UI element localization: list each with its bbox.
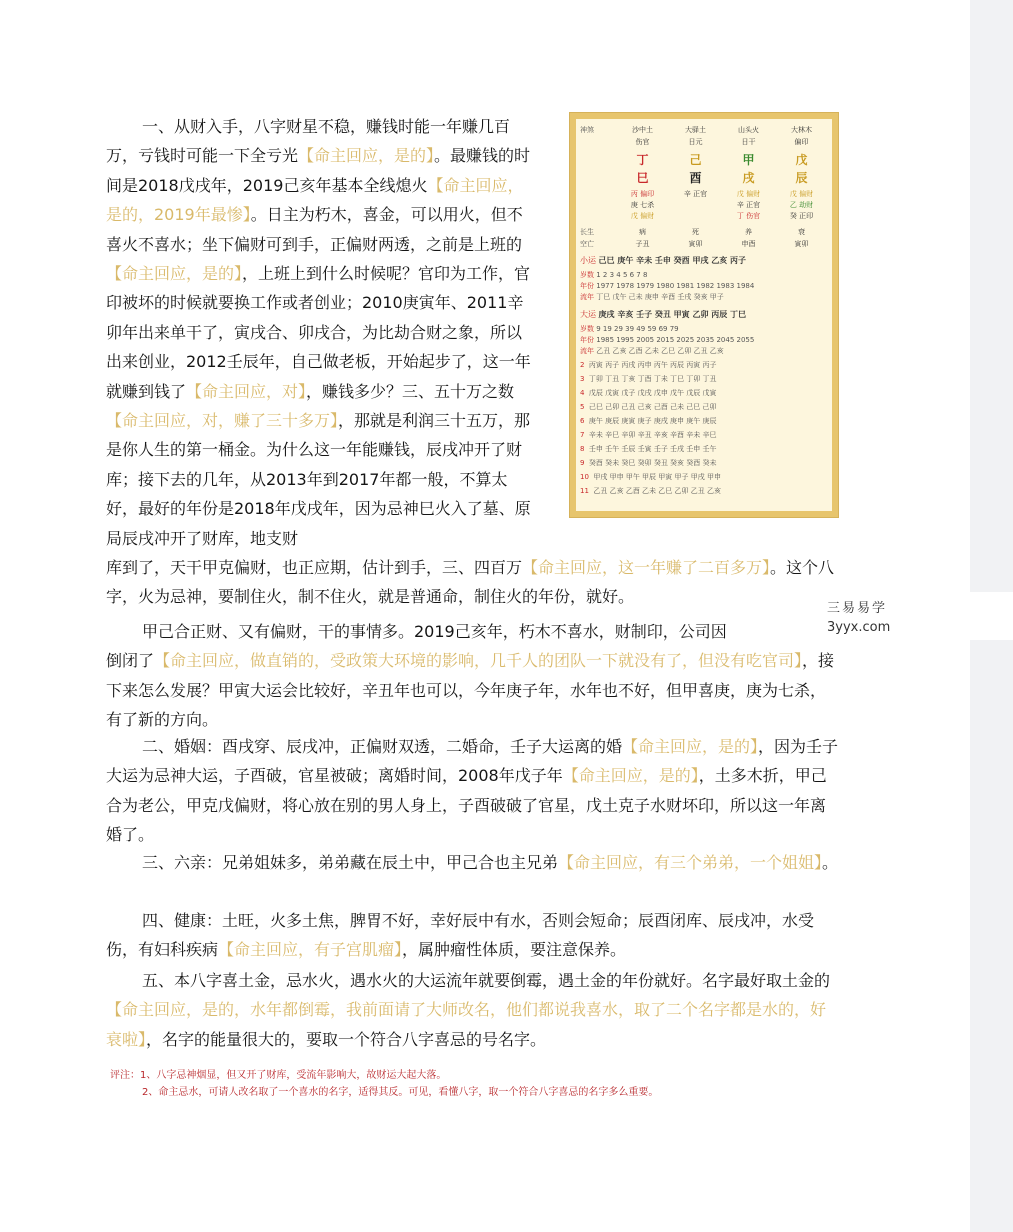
chart-ages-values: 1 2 3 4 5 6 7 8 xyxy=(596,271,648,279)
chart-hidden-cell: 戊 偏财 xyxy=(736,190,761,198)
chart-hidden-cell: 辛 正官 xyxy=(736,201,761,209)
chart-liunian-row xyxy=(580,416,828,426)
chart-stem: 甲 xyxy=(742,153,755,167)
chart-dayun-values: 庚戌 辛亥 壬子 癸丑 甲寅 乙卯 丙辰 丁巳 xyxy=(598,310,747,319)
client-reply: 【命主回应，对，赚了三十多万】 xyxy=(106,411,339,431)
chart-growth-cell: 养 xyxy=(745,228,752,236)
chart-dy-years-values: 1985 1995 2005 2015 2025 2035 2045 2055 xyxy=(596,336,755,344)
chart-kong-row xyxy=(580,239,828,249)
client-reply: 【命主回应，是的】 xyxy=(622,737,759,756)
paragraph-wealth xyxy=(106,112,536,553)
chart-liunian-line xyxy=(580,292,828,302)
chart-growth-cell: 病 xyxy=(639,228,646,236)
chart-row-num: 6 xyxy=(580,417,585,425)
chart-stem: 丁 xyxy=(636,153,649,167)
chart-branch: 巳 xyxy=(636,171,649,185)
chart-stem: 戊 xyxy=(795,153,808,167)
text: 一、从财入手，八字财星不稳，赚钱时能一年赚几百万，亏钱时可能一下全亏光 xyxy=(106,117,511,166)
chart-row-values: 甲戌 甲申 甲午 甲辰 甲寅 甲子 甲戌 甲申 xyxy=(593,473,721,481)
chart-row-values: 丁卯 丁丑 丁亥 丁酉 丁未 丁巳 丁卯 丁丑 xyxy=(588,375,717,383)
chart-xiaoyun-line xyxy=(580,255,828,266)
text: 。日主为朽木，喜金，可以用火，但不喜火不喜水；坐下偏财可到手，正偏财两透，之前是上班的 xyxy=(106,205,523,254)
paragraph-relatives xyxy=(106,848,841,877)
chart-header-label: 神煞 xyxy=(580,126,594,134)
chart-row-num: 3 xyxy=(580,375,585,383)
chart-hidden-cell: 丙 偏印 xyxy=(630,190,655,198)
chart-tengod-cell: 伤官 xyxy=(635,138,650,146)
chart-stem: 己 xyxy=(689,153,702,167)
text: ，接下来怎么发展？甲寅大运会比较好，辛丑年也可以，今年庚子年，水年也不好，但甲喜庚，庚为七杀，有了新的方向。 xyxy=(106,651,835,730)
client-reply: 【命主回应，是的】 xyxy=(562,766,699,786)
chart-liunian-values: 丁巳 戊午 己未 庚申 辛酉 壬戌 癸亥 甲子 xyxy=(596,293,724,301)
text: 二、婚姻：酉戌穿、辰戌冲，正偏财双透，二婚命，壬子大运离的婚 xyxy=(142,737,623,756)
chart-tengod-cell: 日元 xyxy=(688,138,703,146)
text: ，名字的能量很大的，要取一个符合八字喜忌的号名字。 xyxy=(146,1029,547,1049)
chart-dayun-line xyxy=(580,309,828,320)
text: 库到了，天干甲克偏财，也正应期，估计到手，三、四百万 xyxy=(106,558,523,577)
client-reply: 【命主回应，是的】 xyxy=(106,264,243,284)
chart-growth-cell: 死 xyxy=(692,228,699,236)
text: 。这个八字，火为忌神，要制住火，制不住火，就是普通命，制住火的年份，就好。 xyxy=(106,558,835,607)
client-reply: 【命主回应，做直销的，受政策大环境的影响，几千人的团队一下就没有了，但没有吃官司】 xyxy=(154,651,803,671)
chart-dy-ages-values: 9 19 29 39 49 59 69 79 xyxy=(596,325,679,333)
chart-liunian-label: 流年 xyxy=(580,293,594,301)
chart-growth-row xyxy=(580,227,828,237)
chart-row-num: 10 xyxy=(580,473,589,481)
chart-hidden-row xyxy=(580,211,828,221)
text: 四、健康：土旺，火多土焦，脾胃不好，幸好辰中有水，否则会短命；辰酉闭库、辰戌冲，水受伤，有妇科疾病 xyxy=(106,911,815,960)
chart-hidden-cell xyxy=(669,200,722,210)
chart-dy-liunian-line xyxy=(580,346,828,356)
chart-row-values: 癸酉 癸未 癸巳 癸卯 癸丑 癸亥 癸酉 癸未 xyxy=(588,459,717,467)
text: 。 xyxy=(822,853,839,872)
paragraph-health xyxy=(106,906,841,965)
client-reply: 【命主回应，是的】 xyxy=(298,146,435,166)
paragraph-wealth-cont xyxy=(106,553,841,612)
chart-row-num: 2 xyxy=(580,361,585,369)
chart-growth-label: 长生 xyxy=(580,228,594,236)
chart-row-values: 庚午 庚辰 庚寅 庚子 庚戌 庚申 庚午 庚辰 xyxy=(588,417,717,425)
chart-stems-row xyxy=(580,151,828,168)
chart-xiaoyun-values: 己巳 庚午 辛未 壬申 癸酉 甲戌 乙亥 丙子 xyxy=(598,256,747,265)
chart-kong-cell: 申酉 xyxy=(741,240,756,248)
text: ，赚钱多少？三、五十万之数 xyxy=(306,381,515,401)
chart-liunian-row xyxy=(580,472,828,482)
note-2: 2、命主忌水，可请人改名取了一个喜水的名字，适得其反。可见，看懂八字，取一个符合八字喜忌的名字多么重要。 xyxy=(142,1087,659,1098)
chart-branches-row xyxy=(580,169,828,186)
chart-ages-line xyxy=(580,270,828,280)
chart-liunian-row xyxy=(580,388,828,398)
chart-hidden-row xyxy=(580,189,828,199)
text: ，土多木折，甲己合为老公，甲克戊偏财，将心放在别的男人身上，子酉破破了官星，戊土克子水财坏印，所以这一年离婚了。 xyxy=(106,766,827,845)
chart-hidden-cell: 庚 七杀 xyxy=(630,201,655,209)
chart-header-cell: 大驿土 xyxy=(685,126,706,134)
bazi-chart xyxy=(570,113,838,517)
chart-liunian-row xyxy=(580,374,828,384)
client-reply: 【命主回应，这一年赚了二百多万】 xyxy=(522,558,771,577)
chart-hidden-cell: 戊 偏财 xyxy=(789,190,814,198)
chart-row-values: 辛未 辛巳 辛卯 辛丑 辛亥 辛酉 辛未 辛巳 xyxy=(588,431,717,439)
chart-row-values: 戊辰 戊寅 戊子 戊戌 戊申 戊午 戊辰 戊寅 xyxy=(588,389,717,397)
note-1: 评注：1、八字忌神烟显，但又开了财库，受流年影响大，故财运大起大落。 xyxy=(110,1070,447,1081)
chart-header-row xyxy=(580,125,828,135)
chart-branch: 辰 xyxy=(795,171,808,185)
text: ，属肿瘤性体质，要注意保养。 xyxy=(402,940,627,960)
chart-tengod-row xyxy=(580,137,828,147)
text: 三、六亲：兄弟姐妹多，弟弟藏在辰土中，甲己合也主兄弟 xyxy=(142,853,559,872)
chart-hidden-row xyxy=(580,200,828,210)
client-reply: 【命主回应，对】 xyxy=(186,381,307,401)
chart-liunian-row xyxy=(580,458,828,468)
chart-row-values: 丙寅 丙子 丙戌 丙申 丙午 丙辰 丙寅 丙子 xyxy=(588,361,717,369)
client-reply: 【命主回应，有子宫肌瘤】 xyxy=(218,940,403,960)
chart-row-num: 11 xyxy=(580,487,589,495)
chart-hidden-cell: 乙 劫财 xyxy=(789,201,814,209)
chart-years-label: 年份 xyxy=(580,282,594,290)
chart-xiaoyun-label: 小运 xyxy=(580,256,596,265)
chart-row-num: 9 xyxy=(580,459,585,467)
chart-hidden-cell: 辛 正官 xyxy=(683,190,708,198)
chart-header-cell: 大林木 xyxy=(791,126,812,134)
paragraph-career xyxy=(106,617,841,735)
chart-header-cell: 沙中土 xyxy=(632,126,653,134)
chart-header-cell: 山头火 xyxy=(738,126,759,134)
chart-ages-label: 岁数 xyxy=(580,271,594,279)
chart-liunian-row xyxy=(580,486,828,496)
chart-row-values: 己巳 己卯 己丑 己亥 己酉 己未 己巳 己卯 xyxy=(588,403,717,411)
chart-hidden-cell: 癸 正印 xyxy=(789,212,814,220)
chart-liunian-row-values: 乙丑 乙亥 乙酉 乙未 乙巳 乙卯 乙丑 乙亥 xyxy=(596,347,724,355)
watermark-title: 三易易学 xyxy=(827,601,888,616)
chart-years-values: 1977 1978 1979 1980 1981 1982 1983 1984 xyxy=(596,282,755,290)
chart-dayun-label: 大运 xyxy=(580,310,596,319)
client-reply: 【命主回应，是的，水年都倒霉，我前面请了大师改名，他们都说我喜水，取了二个名字都是水的，好衰啦】 xyxy=(106,1000,827,1049)
chart-dy-ages-line xyxy=(580,324,828,334)
chart-branch: 酉 xyxy=(689,171,702,185)
client-reply: 【命主回应，有三个弟弟，一个姐姐】 xyxy=(558,853,823,872)
chart-dy-liunian-label: 流年 xyxy=(580,347,594,355)
chart-kong-cell: 寅卯 xyxy=(688,240,703,248)
chart-tengod-cell: 偏印 xyxy=(794,138,809,146)
chart-dy-years-label: 年份 xyxy=(580,336,594,344)
watermark-url: 3yyx.com xyxy=(827,620,891,635)
chart-growth-cell: 衰 xyxy=(798,228,805,236)
chart-hidden-cell xyxy=(669,211,722,221)
chart-kong-cell: 子丑 xyxy=(635,240,650,248)
text: ，因为壬子大运为忌神大运，子酉破，官星被破；离婚时间，2008年戊子年 xyxy=(106,737,839,786)
chart-row-num: 4 xyxy=(580,389,585,397)
chart-liunian-row xyxy=(580,430,828,440)
commentary-notes xyxy=(110,1067,810,1101)
text: 。最赚钱的时间是2018戊戌年，2019己亥年基本全线熄火 xyxy=(106,146,531,195)
chart-liunian-row xyxy=(580,444,828,454)
chart-hidden-cell: 丁 伤官 xyxy=(736,212,761,220)
chart-row-num: 7 xyxy=(580,431,585,439)
text: ，上班上到什么时候呢？官印为工作，官印被坏的时候就要换工作或者创业；2010庚寅年、2011辛卯年出来单干了，寅戌合、卯戌合，为比劫合财之象，所以出来创业，2012壬辰年，自己做老板，开始起步了，这一年就赚到钱了 xyxy=(106,264,531,401)
chart-dy-years-line xyxy=(580,335,828,345)
chart-branch: 戌 xyxy=(742,171,755,185)
chart-liunian-row xyxy=(580,360,828,370)
chart-row-values: 壬申 壬午 壬辰 壬寅 壬子 壬戌 壬申 壬午 xyxy=(588,445,717,453)
paragraph-name xyxy=(106,966,841,1054)
chart-liunian-row xyxy=(580,402,828,412)
client-reply: 【命主回应，是的，2019年最惨】 xyxy=(106,175,524,225)
paragraph-marriage xyxy=(106,732,841,850)
text: ，那就是利润三十五万，那是你人生的第一桶金。为什么这一年能赚钱，辰戌冲开了财库；接下去的几年，从2013年到2017年都一般，不算太好，最好的年份是2018年戊戌年，因为忌神巳火入了墓、原局辰戌冲开了财库，地支财 xyxy=(106,411,531,548)
text: 五、本八字喜土金，忌水火，遇水火的大运流年就要倒霉，遇土金的年份就好。名字最好取土金的 xyxy=(142,971,831,990)
chart-kong-label: 空亡 xyxy=(580,240,594,248)
chart-years-line xyxy=(580,281,828,291)
chart-dy-ages-label: 岁数 xyxy=(580,325,594,333)
text: 甲己合正财、又有偏财，干的事情多。2019己亥年，朽木不喜水，财制印，公司因 xyxy=(142,622,727,641)
chart-row-num: 5 xyxy=(580,403,585,411)
chart-tengod-cell: 日干 xyxy=(741,138,756,146)
chart-hidden-cell: 戊 偏财 xyxy=(630,212,655,220)
text: 倒闭了 xyxy=(106,651,155,671)
chart-row-values: 乙丑 乙亥 乙酉 乙未 乙巳 乙卯 乙丑 乙亥 xyxy=(593,487,721,495)
chart-row-num: 8 xyxy=(580,445,585,453)
chart-kong-cell: 寅卯 xyxy=(794,240,809,248)
